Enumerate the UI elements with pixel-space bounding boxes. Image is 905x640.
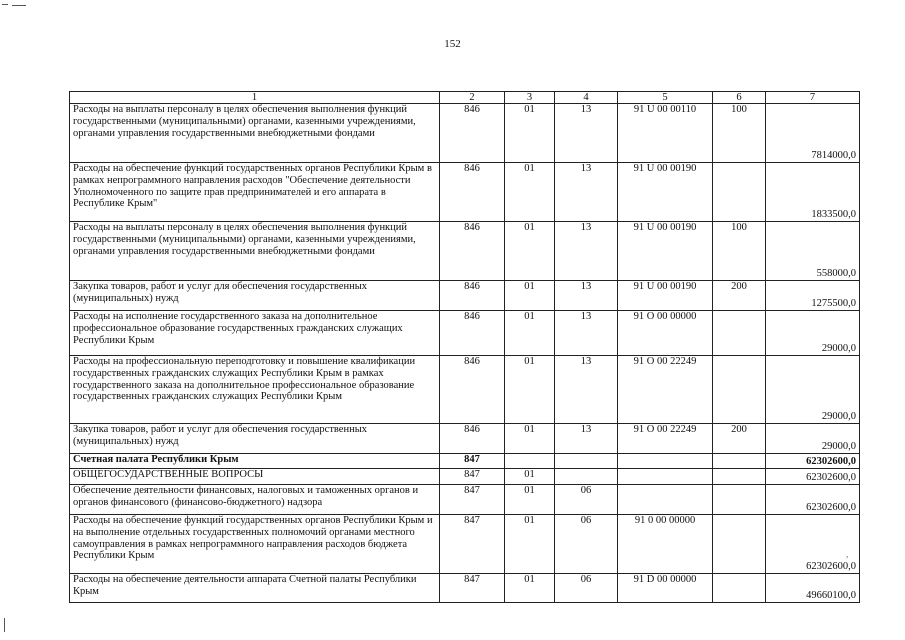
row-code-target: 91 U 00 00110 <box>618 104 713 163</box>
scan-artifact-top-left <box>2 4 8 5</box>
header-col-7: 7 <box>766 92 860 104</box>
scan-artifact-top-left-2 <box>12 5 26 6</box>
row-code-subsection: 13 <box>555 104 618 163</box>
row-description: Расходы на профессиональную переподготовку и повышение квалификации государственных гражданских служащих Республики Крым в рамках государственного заказа на дополнительное профессиональное образование государственных гражданских служащих Республики Крым <box>70 356 440 424</box>
row-code-expense-type <box>713 515 766 574</box>
row-code-section: 01 <box>505 574 555 603</box>
row-code-subsection: 13 <box>555 163 618 222</box>
row-amount: 49660100,0 <box>766 574 860 603</box>
row-code-section <box>505 454 555 469</box>
row-code-target: 91 O 00 22249 <box>618 424 713 454</box>
table-row <box>70 469 860 485</box>
row-code-ministry: 846 <box>440 311 505 356</box>
row-code-expense-type <box>713 485 766 515</box>
row-code-section: 01 <box>505 515 555 574</box>
row-amount: 7814000,0 <box>766 104 860 163</box>
row-code-section: 01 <box>505 281 555 311</box>
table-row <box>70 104 860 163</box>
row-amount: 62302600,0 <box>766 515 860 574</box>
row-code-ministry: 847 <box>440 574 505 603</box>
table-body <box>70 92 860 603</box>
header-col-2: 2 <box>440 92 505 104</box>
row-code-subsection <box>555 454 618 469</box>
budget-table <box>69 91 860 603</box>
row-amount: 62302600,0 <box>766 469 860 485</box>
header-col-5: 5 <box>618 92 713 104</box>
row-code-target: 91 O 00 22249 <box>618 356 713 424</box>
table-row <box>70 163 860 222</box>
row-description: Расходы на обеспечение функций государственных органов Республики Крым и на выполнение отдельных государственных полномочий органами местного самоуправления в рамках непрограммного направления расходов бюджета Республики Крым <box>70 515 440 574</box>
row-code-section: 01 <box>505 485 555 515</box>
row-amount: 558000,0 <box>766 222 860 281</box>
row-code-ministry: 846 <box>440 424 505 454</box>
row-code-expense-type <box>713 454 766 469</box>
row-code-target <box>618 469 713 485</box>
row-code-subsection <box>555 469 618 485</box>
row-amount: 29000,0 <box>766 424 860 454</box>
row-code-target: 91 O 00 00000 <box>618 311 713 356</box>
row-code-expense-type <box>713 469 766 485</box>
row-code-section: 01 <box>505 356 555 424</box>
row-code-section: 01 <box>505 104 555 163</box>
header-col-3: 3 <box>505 92 555 104</box>
row-code-section: 01 <box>505 222 555 281</box>
row-code-target <box>618 454 713 469</box>
row-amount: 29000,0 <box>766 311 860 356</box>
row-code-target: 91 U 00 00190 <box>618 222 713 281</box>
row-code-expense-type: 100 <box>713 104 766 163</box>
row-amount: 62302600,0 <box>766 454 860 469</box>
table-row <box>70 454 860 469</box>
row-description: Счетная палата Республики Крым <box>70 454 440 469</box>
table-row <box>70 311 860 356</box>
row-code-subsection: 06 <box>555 515 618 574</box>
row-code-ministry: 847 <box>440 485 505 515</box>
row-description: Расходы на обеспечение функций государственных органов Республики Крым в рамках непрограммного направления расходов "Обеспечение деятельности Уполномоченного по защите прав предпринимателей и его аппарата в Республике Крым" <box>70 163 440 222</box>
row-code-expense-type <box>713 574 766 603</box>
table-row <box>70 574 860 603</box>
scan-artifact-bottom-left <box>4 618 5 632</box>
row-description: Обеспечение деятельности финансовых, налоговых и таможенных органов и органов финансового (финансово-бюджетного) надзора <box>70 485 440 515</box>
row-code-expense-type: 200 <box>713 424 766 454</box>
row-code-section: 01 <box>505 311 555 356</box>
row-amount: 62302600,0 <box>766 485 860 515</box>
stray-mark: , <box>846 549 849 559</box>
row-code-subsection: 13 <box>555 356 618 424</box>
row-code-target: 91 U 00 00190 <box>618 281 713 311</box>
header-col-6: 6 <box>713 92 766 104</box>
row-code-expense-type <box>713 356 766 424</box>
row-code-subsection: 13 <box>555 222 618 281</box>
row-code-ministry: 846 <box>440 163 505 222</box>
table-row <box>70 424 860 454</box>
row-amount: 1833500,0 <box>766 163 860 222</box>
table-row <box>70 281 860 311</box>
row-description: Расходы на исполнение государственного заказа на дополнительное профессиональное образование государственных гражданских служащих Республики Крым <box>70 311 440 356</box>
row-code-expense-type <box>713 163 766 222</box>
row-description: Расходы на выплаты персоналу в целях обеспечения выполнения функций государственными (муниципальными) органами, казенными учреждениями, органами управления государственными внебюджетными фондами <box>70 222 440 281</box>
row-code-subsection: 06 <box>555 574 618 603</box>
page-number: 152 <box>444 38 461 50</box>
table-row <box>70 485 860 515</box>
row-code-ministry: 846 <box>440 222 505 281</box>
row-description: Закупка товаров, работ и услуг для обеспечения государственных (муниципальных) нужд <box>70 424 440 454</box>
row-code-ministry: 847 <box>440 454 505 469</box>
row-code-target: 91 U 00 00190 <box>618 163 713 222</box>
row-code-section: 01 <box>505 424 555 454</box>
table-row <box>70 515 860 574</box>
row-description: Закупка товаров, работ и услуг для обеспечения государственных (муниципальных) нужд <box>70 281 440 311</box>
row-code-expense-type: 200 <box>713 281 766 311</box>
row-description: Расходы на обеспечение деятельности аппарата Счетной палаты Республики Крым <box>70 574 440 603</box>
row-code-ministry: 847 <box>440 515 505 574</box>
row-code-target: 91 0 00 00000 <box>618 515 713 574</box>
row-code-section: 01 <box>505 469 555 485</box>
row-description: Расходы на выплаты персоналу в целях обеспечения выполнения функций государственными (муниципальными) органами, казенными учреждениями, органами управления государственными внебюджетными фондами <box>70 104 440 163</box>
row-amount: 1275500,0 <box>766 281 860 311</box>
row-code-subsection: 13 <box>555 281 618 311</box>
row-description: ОБЩЕГОСУДАРСТВЕННЫЕ ВОПРОСЫ <box>70 469 440 485</box>
table-row <box>70 356 860 424</box>
row-code-ministry: 846 <box>440 104 505 163</box>
row-code-subsection: 13 <box>555 424 618 454</box>
table-row <box>70 222 860 281</box>
row-code-ministry: 846 <box>440 356 505 424</box>
row-amount: 29000,0 <box>766 356 860 424</box>
row-code-expense-type <box>713 311 766 356</box>
row-code-subsection: 06 <box>555 485 618 515</box>
header-col-4: 4 <box>555 92 618 104</box>
row-code-target: 91 D 00 00000 <box>618 574 713 603</box>
header-col-1: 1 <box>70 92 440 104</box>
row-code-ministry: 847 <box>440 469 505 485</box>
table-header-row <box>70 92 860 104</box>
row-code-expense-type: 100 <box>713 222 766 281</box>
row-code-target <box>618 485 713 515</box>
row-code-section: 01 <box>505 163 555 222</box>
row-code-ministry: 846 <box>440 281 505 311</box>
row-code-subsection: 13 <box>555 311 618 356</box>
